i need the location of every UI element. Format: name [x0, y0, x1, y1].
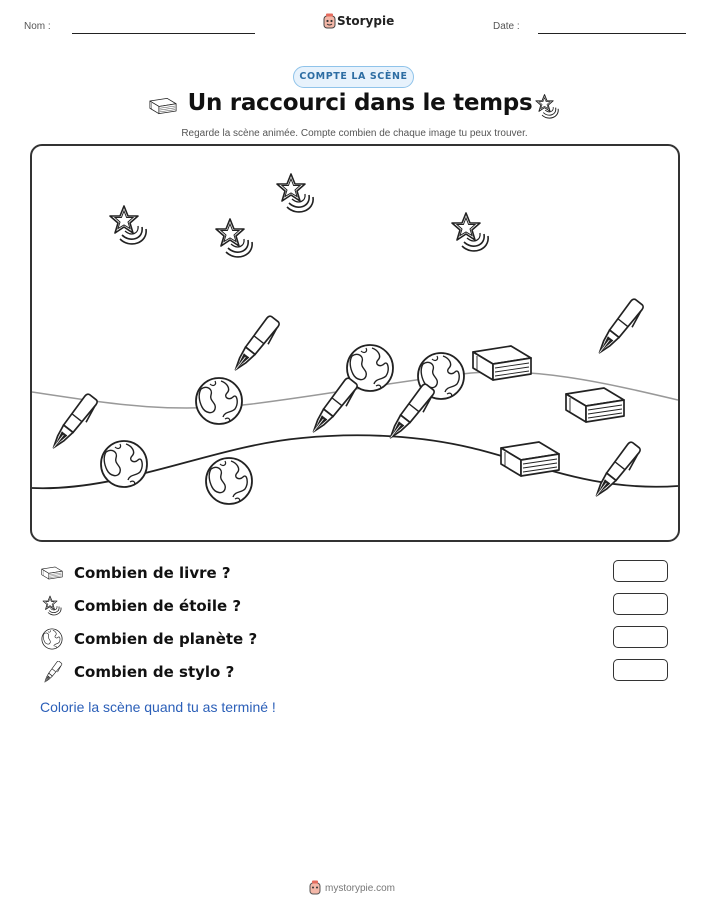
planet-icon	[41, 628, 63, 650]
pen-4	[48, 393, 101, 454]
question-label: Combien de stylo ?	[74, 663, 235, 681]
book-icon	[41, 562, 63, 584]
star-3	[277, 174, 313, 212]
date-field-line[interactable]	[538, 33, 686, 34]
planet-4	[101, 441, 147, 487]
coloring-instruction: Colorie la scène quand tu as terminé !	[40, 699, 276, 715]
date-label: Date :	[493, 21, 520, 32]
planet-5	[206, 458, 252, 504]
star-1	[110, 206, 146, 244]
question-label: Combien de livre ?	[74, 564, 231, 582]
scene-illustration	[32, 146, 678, 540]
storypie-logo-icon	[323, 13, 336, 29]
pen-1	[230, 315, 283, 376]
counting-scene	[30, 144, 680, 542]
answer-box-pen[interactable]	[613, 659, 668, 681]
answer-box-planet[interactable]	[613, 626, 668, 648]
star-2	[216, 219, 252, 257]
book-1	[473, 346, 531, 380]
page-subtitle: Regarde la scène animée. Compte combien de chaque image tu peux trouver.	[181, 128, 528, 139]
answer-box-book[interactable]	[613, 560, 668, 582]
question-label: Combien de étoile ?	[74, 597, 242, 615]
pen-5	[594, 298, 647, 359]
storypie-footer-logo-icon	[309, 880, 321, 895]
page-title: Un raccourci dans le temps	[187, 90, 533, 116]
answer-box-star[interactable]	[613, 593, 668, 615]
pen-icon	[41, 661, 63, 683]
pen-6	[591, 441, 644, 502]
pen-3	[385, 383, 438, 444]
title-star-icon	[534, 93, 560, 121]
name-field-line[interactable]	[72, 33, 255, 34]
pen-2	[308, 377, 361, 438]
book-3	[501, 442, 559, 476]
star-4	[452, 213, 488, 251]
star-icon	[41, 595, 63, 617]
name-label: Nom :	[24, 21, 51, 32]
brand-name: Storypie	[337, 14, 395, 28]
question-label: Combien de planète ?	[74, 630, 258, 648]
book-2	[566, 388, 624, 422]
activity-badge: COMPTE LA SCÈNE	[293, 66, 414, 88]
planet-1	[196, 378, 242, 424]
footer-site[interactable]: mystorypie.com	[325, 883, 396, 894]
